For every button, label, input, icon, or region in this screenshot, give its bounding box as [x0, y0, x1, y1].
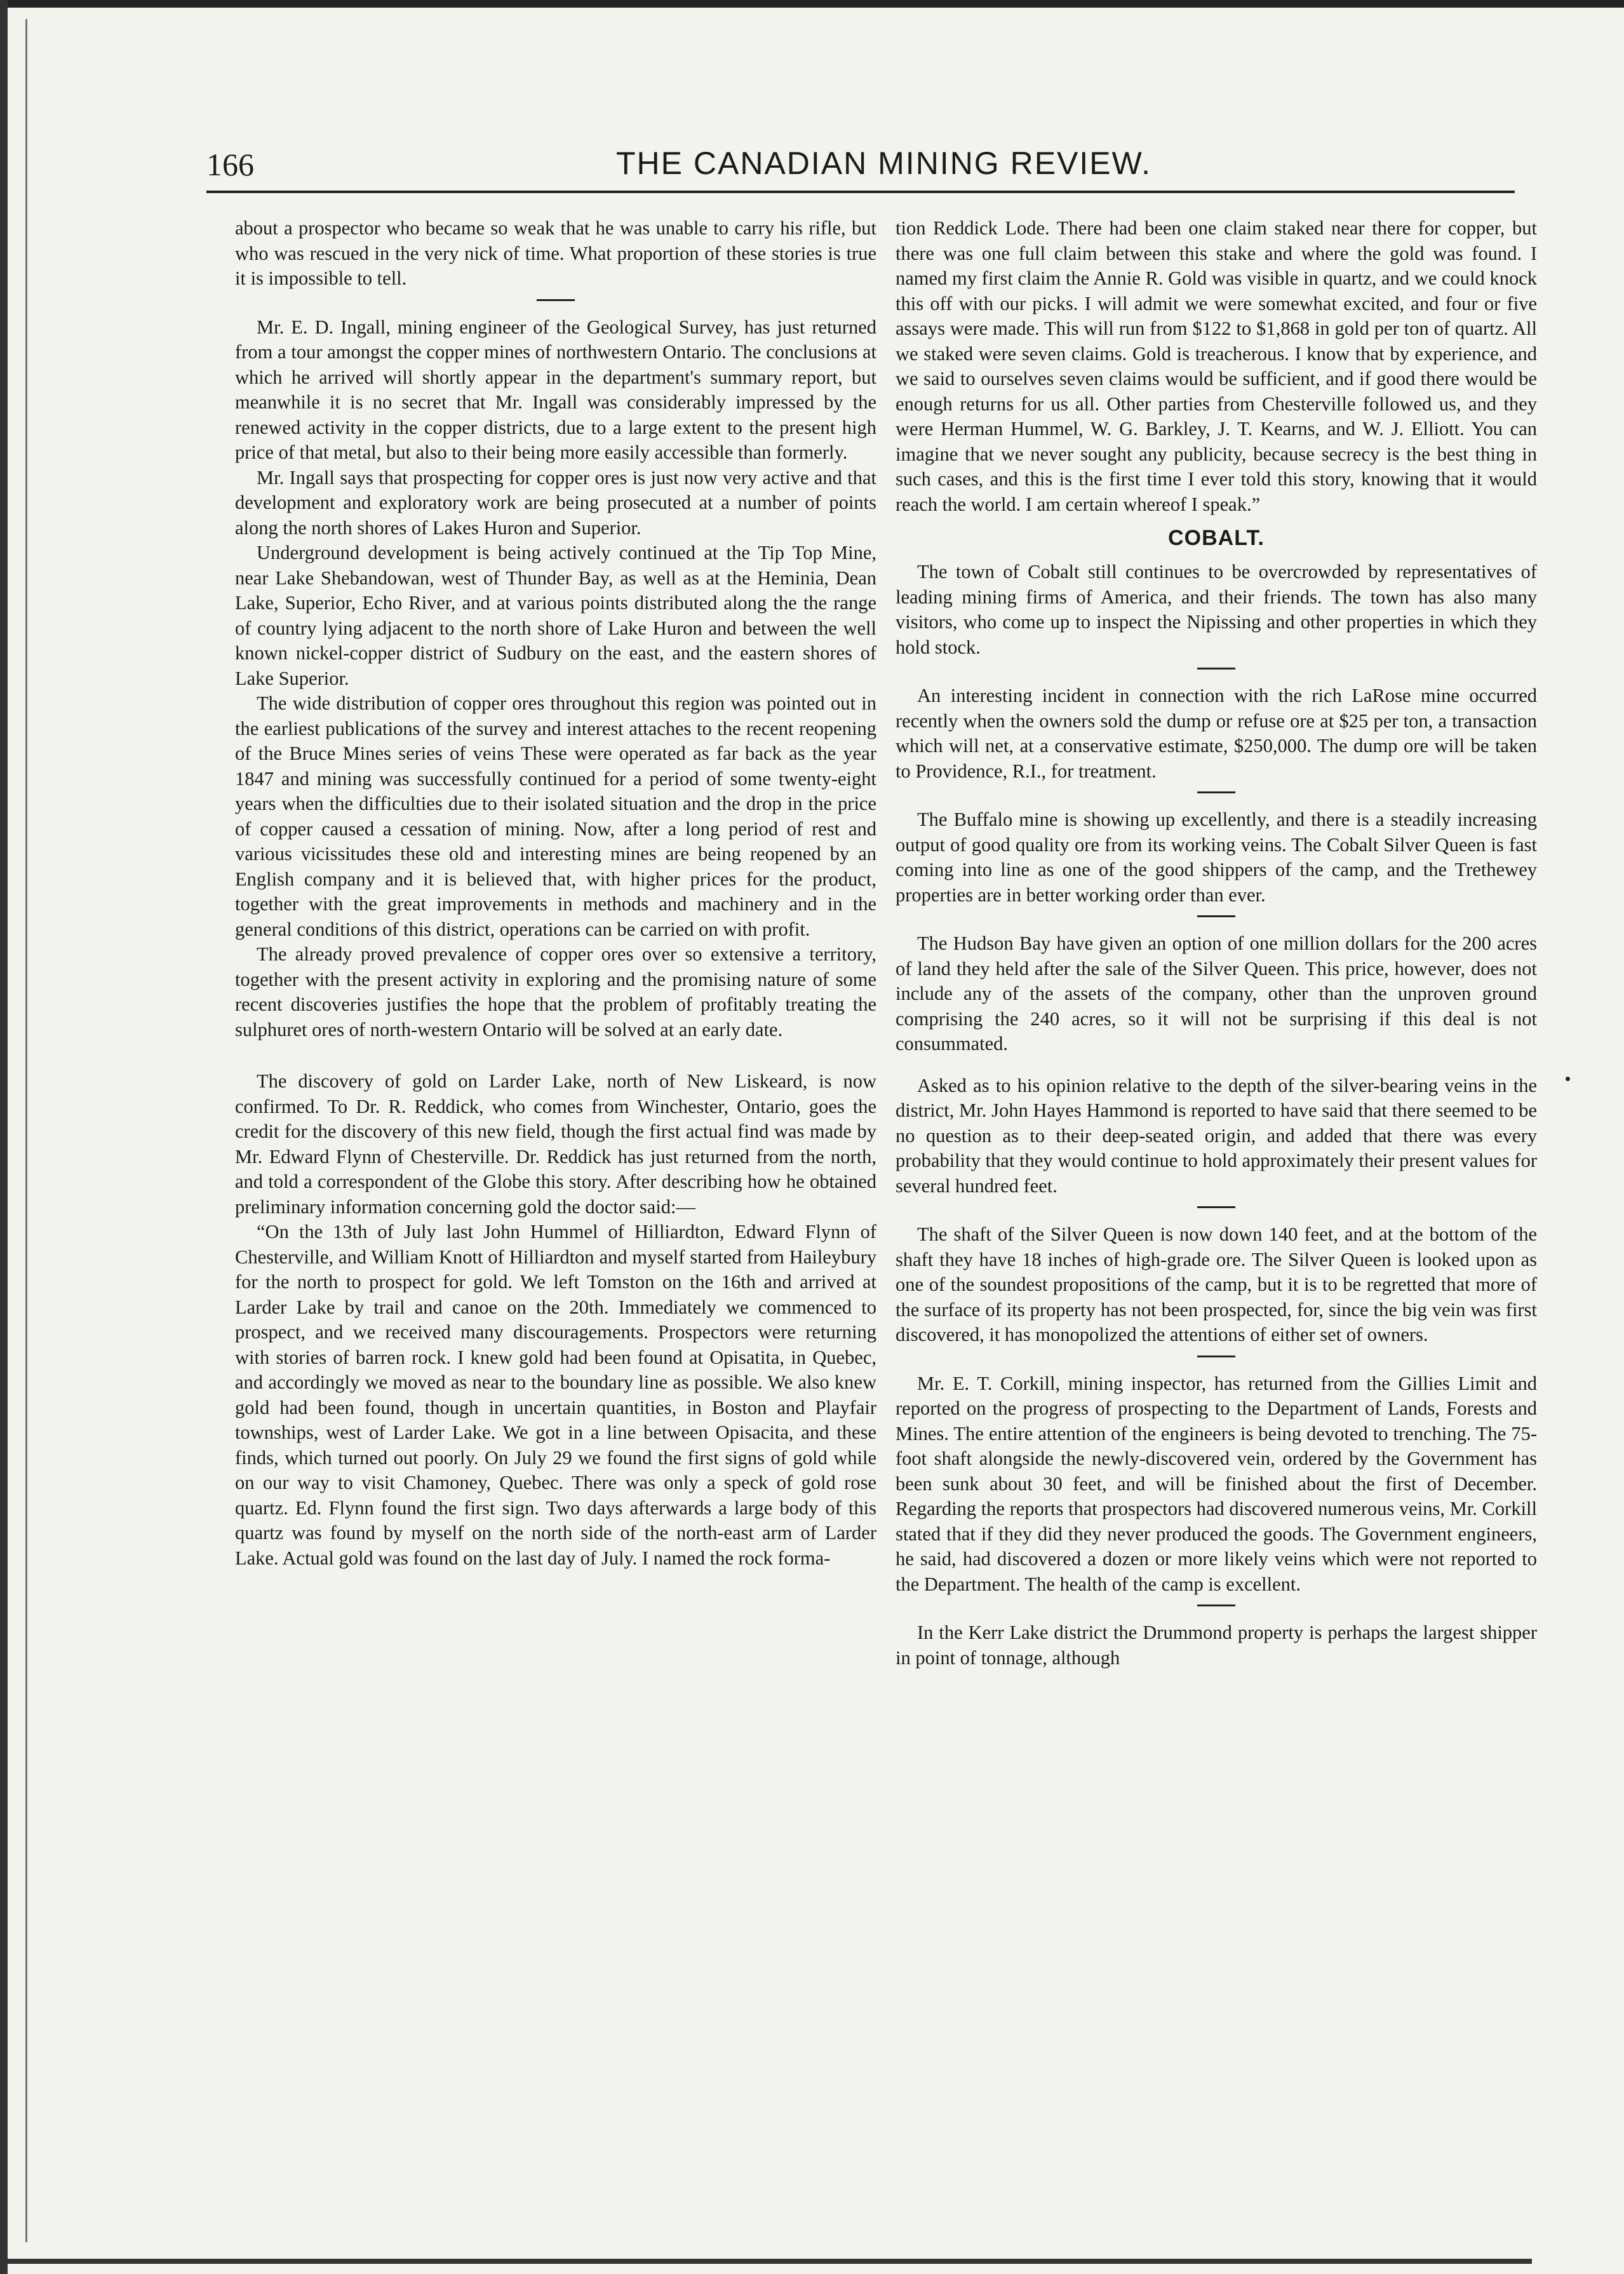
section-separator — [1197, 791, 1235, 793]
print-speck — [1566, 1077, 1570, 1081]
section-gap — [896, 1057, 1537, 1073]
article-paragraph: Mr. Ingall says that prospecting for copper ores is just now very active and that development and exploratory work are being prosecuted at a number of points along the north shores of Lakes Huron and Superior. — [235, 466, 876, 539]
article-paragraph: The town of Cobalt still continues to be overcrowded by representatives of leading mining firms of America, and their friends. The town has also many visitors, who come up to inspect the Nipissing and other properties in which they hold stock. — [896, 561, 1537, 658]
section-separator — [1197, 668, 1235, 669]
section-heading: COBALT. — [1168, 526, 1265, 550]
article-paragraph: An interesting incident in connection with the rich LaRose mine occurred recently when the owners sold the dump or refuse ore at $25 per ton, a transaction which will net, at a conservative estimate, $250,000. The dump ore will be taken to Providence, R.I., for treatment. — [896, 685, 1537, 782]
section-separator — [1197, 1206, 1235, 1208]
left-column — [235, 216, 876, 1571]
right-column — [896, 216, 1537, 1671]
section-gap — [235, 1042, 876, 1069]
article-paragraph: Underground development is being actively continued at the Tip Top Mine, near Lake Shebandowan, west of Thunder Bay, as well as at the Heminia, Dean Lake, Superior, Echo River, and at various points distributed along the the range of country lying adjacent to the north shore of Lake Huron and between the well known nickel-copper district of Sudbury on the east, and the eastern shores of Lake Superior. — [235, 542, 876, 689]
page-number: 166 — [206, 147, 254, 182]
article-paragraph: Asked as to his opinion relative to the depth of the silver-bearing veins in the district, Mr. John Hayes Hammond is reported to have said that there seemed to be no question as to their deep-seated origin, and added that there was every probability that they would continue to hold approximately their present values for several hundred feet. — [896, 1074, 1537, 1197]
article-paragraph: In the Kerr Lake district the Drummond property is perhaps the largest shipper in point of tonnage, although — [896, 1622, 1537, 1669]
article-paragraph: Mr. E. T. Corkill, mining inspector, has returned from the Gillies Limit and reported on the progress of prospecting to the Department of Lands, Forests and Mines. The entire attention of the engineers is being devoted to trenching. The 75-foot shaft alongside the newly-discovered vein, ordered by the Government has been sunk about 30 feet, and will be finished about the first of December. Regarding the reports that prospectors had discovered numerous veins, Mr. Corkill stated that if they did they never produced the goods. The Government engineers, he said, had discovered a dozen or more likely veins which were not reported to the Department. The health of the camp is excellent. — [896, 1372, 1537, 1595]
article-paragraph: The already proved prevalence of copper ores over so extensive a territory, together with the present activity in exploring and the promising nature of some recent discoveries justifies the hope that the problem of profitably treating the sulphuret ores of north-western Ontario will be solved at an early date. — [235, 943, 876, 1040]
page-border-bottom — [8, 2259, 1532, 2264]
section-separator — [537, 299, 575, 301]
page-border-left — [0, 0, 8, 2274]
article-paragraph: Mr. E. D. Ingall, mining engineer of the Geological Survey, has just returned from a tour amongst the copper mines of northwestern Ontario. The conclusions at which he arrived will shortly appear in the department's summary report, but meanwhile it is no secret that Mr. Ingall was considerably impressed by the renewed activity in the copper districts, due to a large extent to the present high price of that metal, but also to their being more easily accessible than formerly. — [235, 316, 876, 463]
article-paragraph: The wide distribution of copper ores throughout this region was pointed out in the earliest publications of the survey and interest attaches to the recent reopening of the Bruce Mines series of veins These were operated as far back as the year 1847 and mining was successfully continued for a period of some twenty-eight years when the difficulties due to their isolated situation and the drop in the price of copper caused a cessation of mining. Now, after a long period of rest and various vicissitudes these old and interesting mines are being reopened by an English company and it is believed that, with higher prices for the product, together with the great improvements in methods and machinery and in the general conditions of this district, operations can be carried on with profit. — [235, 692, 876, 940]
article-paragraph: “On the 13th of July last John Hummel of Hilliardton, Edward Flynn of Chesterville, and William Knott of Hilliardton and myself started from Haileybury for the north to prospect for gold. We left Tomston on the 16th and arrived at Larder Lake by trail and canoe on the 20th. Immediately we commenced to prospect, and we received many discouragements. Prospectors were returning with stories of barren rock. I knew gold had been found at Opisatita, in Quebec, and accordingly we moved as near to the boundary line as possible. We also knew gold had been found, though in uncertain quantities, in Boston and Playfair townships, west of Larder Lake. We got in a line between Opisacita, and these finds, which turned out poorly. On July 29 we found the first signs of gold while on our way to visit Chamoney, Quebec. There was only a speck of gold rose quartz. Ed. Flynn found the first sign. Two days afterwards a large body of this quartz was found by myself on the north side of the north-east arm of Larder Lake. Actual gold was found on the last day of July. I named the rock forma- — [235, 1221, 876, 1569]
page-border-left-inner — [25, 19, 27, 2242]
running-title: THE CANADIAN MINING REVIEW. — [616, 145, 1151, 181]
header-rule — [206, 191, 1515, 193]
article-paragraph: The Hudson Bay have given an option of one million dollars for the 200 acres of land they held after the sale of the Silver Queen. This price, however, does not include any of the assets of the company, other than the unproven ground comprising the 240 acres, so it will not be surprising if this deal is not consummated. — [896, 932, 1537, 1054]
article-paragraph: The shaft of the Silver Queen is now down 140 feet, and at the bottom of the shaft they have 18 inches of high-grade ore. The Silver Queen is looked upon as one of the soundest propositions of the camp, but it is to be regretted that more of the surface of its property has not been prospected, for, since the big vein was first discovered, it has monopolized the attentions of either set of owners. — [896, 1223, 1537, 1345]
article-paragraph: tion Reddick Lode. There had been one claim staked near there for copper, but there was one full claim between this stake and where the gold was found. I named my first claim the Annie R. Gold was visible in quartz, and we could knock this off with our picks. I will admit we were somewhat excited, and four or five assays were made. This will run from $122 to $1,868 in gold per ton of quartz. All we staked were seven claims. Gold is treacherous. I know that by experience, and we said to ourselves seven claims would be sufficient, and if good there would be enough returns for us all. Other parties from Chesterville followed us, and they were Herman Hummel, W. G. Barkley, J. T. Kearns, and W. J. Elliott. You can imagine that we never sought any publicity, because secrecy is the best thing in such cases, and this is the first time I ever told this story, knowing that it would reach the world. I am certain whereof I speak.” — [896, 217, 1537, 515]
section-separator — [1197, 1356, 1235, 1357]
article-paragraph: The discovery of gold on Larder Lake, north of New Liskeard, is now confirmed. To Dr. R. Reddick, who comes from Winchester, Ontario, goes the credit for the discovery of this new field, though the first actual find was made by Mr. Edward Flynn of Chesterville. Dr. Reddick has just returned from the north, and told a correspondent of the Globe this story. After describing how he obtained preliminary information concerning gold the doctor said:— — [235, 1070, 876, 1218]
page-border-top — [0, 0, 1624, 8]
section-separator — [1197, 1605, 1235, 1606]
article-paragraph: The Buffalo mine is showing up excellently, and there is a steadily increasing output of good quality ore from its working veins. The Cobalt Silver Queen is fast coming into line as one of the good shippers of the camp, and the Trethewey properties are in better working order than ever. — [896, 809, 1537, 906]
section-separator — [1197, 915, 1235, 917]
article-paragraph: about a prospector who became so weak that he was unable to carry his rifle, but who was rescued in the very nick of time. What proportion of these stories is true it is impossible to tell. — [235, 217, 876, 289]
